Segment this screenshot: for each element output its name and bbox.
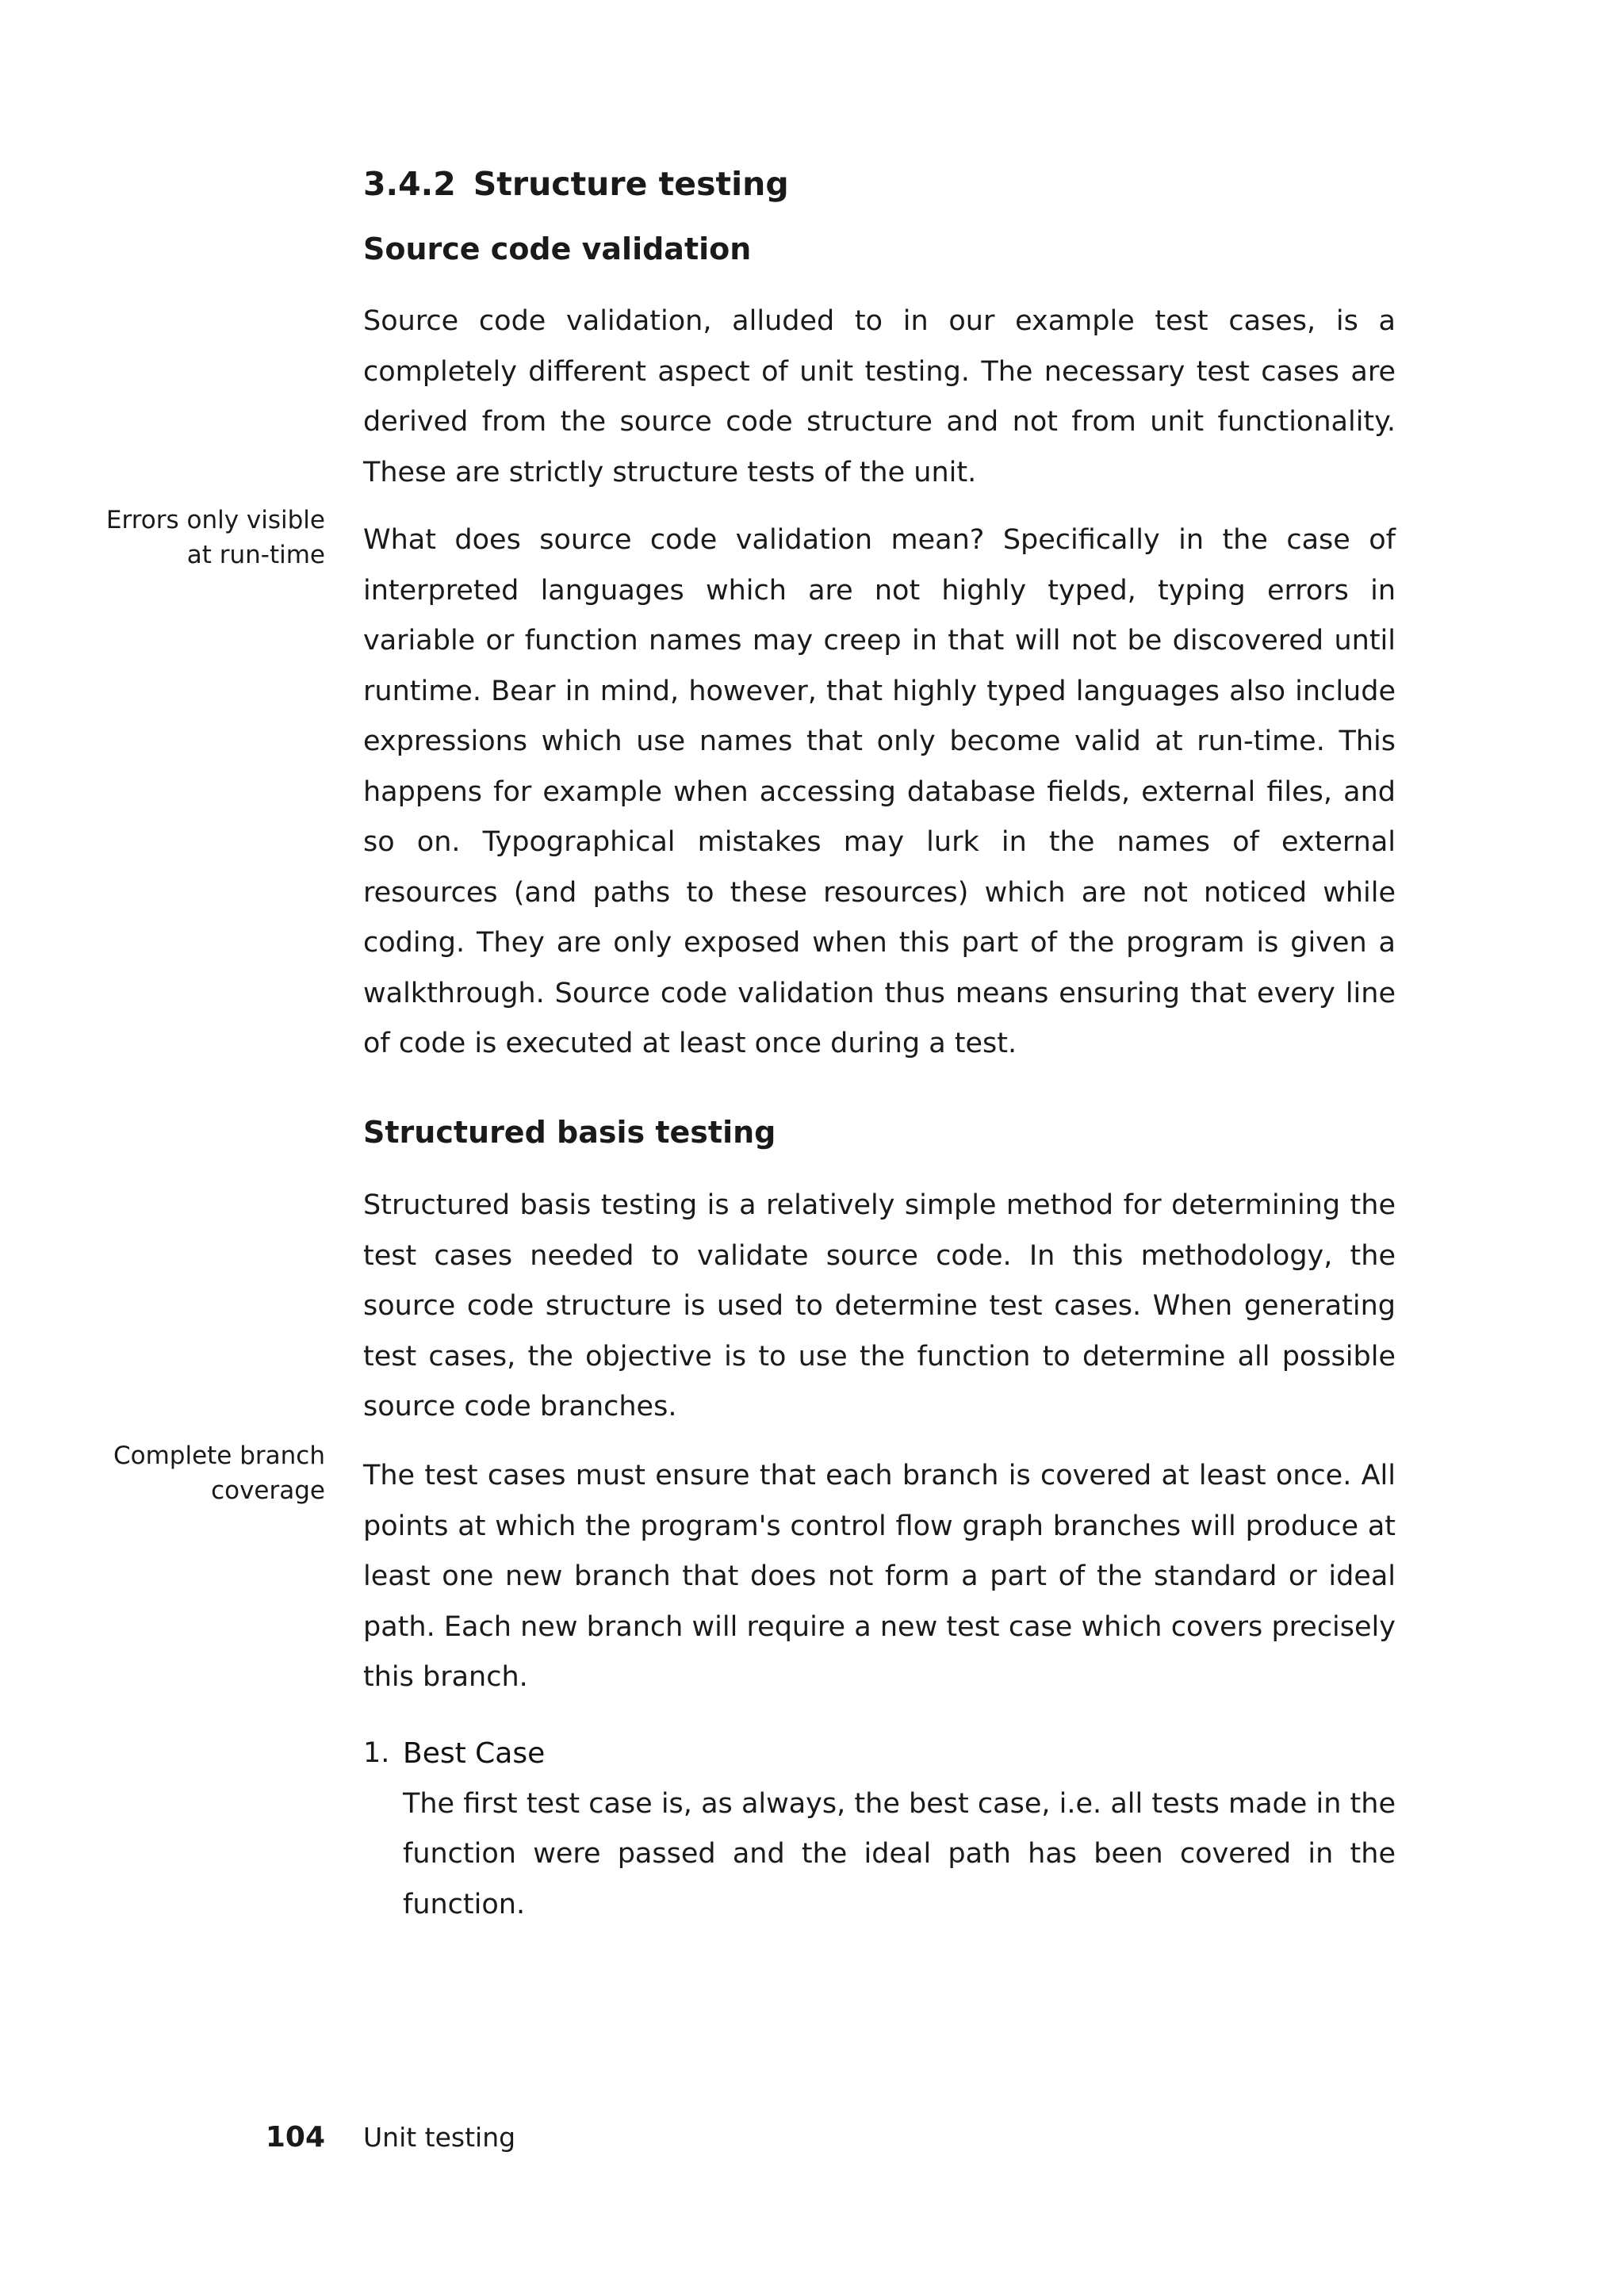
margin-note-line: Errors only visible [105, 506, 325, 534]
margin-note-line: Complete branch [113, 1442, 325, 1470]
paragraph-branch-coverage: The test cases must ensure that each branch is covered at least once. All points at which the program's control flow graph branches will produce at least one new branch that does not form a part of the standard or ideal path. Each new branch will require a new test case which covers precisely this branch. [363, 1460, 1396, 1693]
list-item-text: The first test case is, as always, the best case, i.e. all tests made in the function were passed and the ideal path has been covered in the function. [403, 1787, 1396, 1920]
subheading-structured-basis-testing: Structured basis testing [363, 1115, 776, 1150]
section-number: 3.4.2 [363, 165, 456, 203]
list-item-best-case [363, 1729, 1396, 1930]
page-number: 104 [265, 2121, 325, 2154]
page-footer [0, 2114, 1624, 2161]
margin-note-line: at run-time [186, 541, 325, 569]
margin-note-line: coverage [211, 1476, 325, 1505]
paragraph-source-code-intro: Source code validation, alluded to in our example test cases, is a completely different aspect of unit testing. The necessary test cases are derived from the source code structure and not from unit functionality. These are strictly structure tests of the unit. [363, 305, 1396, 488]
section-title: Structure testing [473, 165, 789, 203]
list-item-number: 1. [363, 1737, 390, 1769]
subheading-source-code-validation: Source code validation [363, 232, 752, 266]
paragraph-structured-basis-intro: Structured basis testing is a relatively simple method for determining the test cases needed to validate source code. In this methodology, the source code structure is used to determine test cases. When generating test cases, the objective is to use the function to determine all possible source code branches. [363, 1189, 1396, 1422]
list-item-title: Best Case [403, 1737, 546, 1770]
list-item-body [403, 1729, 1396, 1930]
margin-note-branch-coverage [71, 1438, 325, 1508]
paragraph-source-code-meaning: What does source code validation mean? Specifically in the case of interpreted languages which are not highly typed, typing errors in variable or function names may creep in that will not be discovered until runtime. Bear in mind, however, that highly typed languages also include expressions which use names that only become valid at run-time. This happens for example when accessing database fields, external files, and so on. Typographical mistakes may lurk in the names of external resources (and paths to these resources) which are not noticed while coding. They are only exposed when this part of the program is given a walkthrough. Source code validation thus means ensuring that every line of code is executed at least once during a test. [363, 524, 1396, 1059]
section-heading [363, 162, 789, 206]
margin-note-errors-run-time [71, 503, 325, 572]
running-title: Unit testing [363, 2122, 516, 2153]
